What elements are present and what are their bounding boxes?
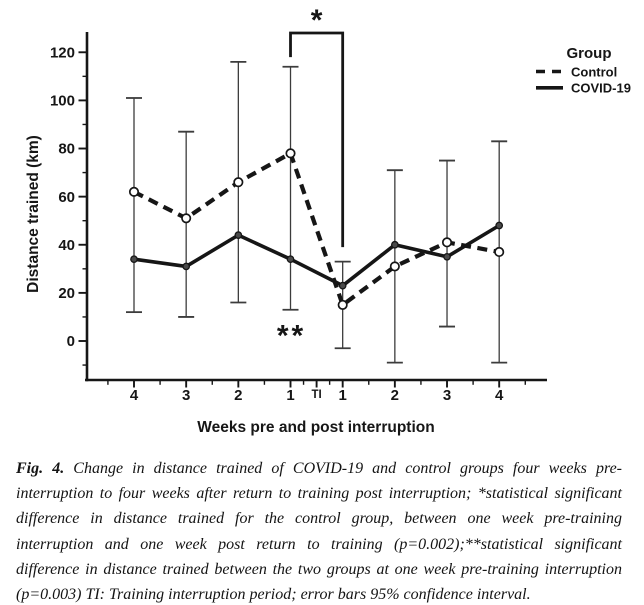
x-axis-tick-label: 1 xyxy=(338,387,347,404)
data-point-marker-covid-19 xyxy=(444,254,450,260)
significance-double-star: ** xyxy=(276,319,307,353)
data-point-marker-control xyxy=(443,238,451,246)
data-point-marker-covid-19 xyxy=(496,222,502,228)
data-point-marker-control xyxy=(286,149,294,157)
legend-entry-label: COVID-19 xyxy=(571,80,631,96)
x-axis-title: Weeks pre and post interruption xyxy=(197,419,435,436)
y-axis-tick-label: 40 xyxy=(58,236,75,254)
x-axis-tick-label: 2 xyxy=(390,387,400,404)
y-axis-title: Distance trained (km) xyxy=(25,135,42,293)
x-axis-tick-label: 4 xyxy=(495,387,504,404)
data-point-marker-control xyxy=(338,301,346,309)
y-axis-tick-label: 20 xyxy=(58,285,75,303)
data-point-marker-covid-19 xyxy=(392,242,398,248)
data-point-marker-control xyxy=(391,262,399,270)
y-axis-tick-label: 60 xyxy=(58,188,75,206)
data-point-marker-covid-19 xyxy=(287,256,293,262)
x-axis-tick-label: 2 xyxy=(234,387,243,404)
x-axis-tick-label: 1 xyxy=(286,387,295,404)
legend-entry-label: Control xyxy=(571,64,618,80)
series-line-control xyxy=(134,153,499,305)
y-axis-tick-label: 80 xyxy=(58,140,75,158)
legend-title: Group xyxy=(566,45,612,62)
data-point-marker-covid-19 xyxy=(235,232,241,238)
figure-label: Fig. 4. xyxy=(16,460,65,477)
x-axis-tick-label: 4 xyxy=(129,387,139,404)
y-axis-tick-label: 0 xyxy=(66,333,75,351)
y-axis-tick-label: 100 xyxy=(49,92,75,110)
figure-caption xyxy=(16,456,622,605)
data-point-marker-control xyxy=(182,214,190,222)
data-point-marker-covid-19 xyxy=(339,282,345,288)
data-point-marker-control xyxy=(495,248,503,256)
x-axis-tick-label: 3 xyxy=(181,387,191,404)
y-axis-tick-label: 120 xyxy=(49,44,75,62)
data-point-marker-covid-19 xyxy=(183,263,189,269)
x-axis-tick-label: 3 xyxy=(442,387,452,404)
significance-bracket xyxy=(291,33,343,247)
significance-star: * xyxy=(310,4,323,38)
caption-text: Change in distance trained of COVID-19 and control groups four weeks pre-interruption to four weeks after return to training post interruption; *statistical significant difference in distance trained for the control group, between one week pre-training interruption and one week post return to training (p=0.002);**statistical significant difference in distance trained between the two groups at one week pre-training interruption (p=0.003) TI: Training interruption period; error bars 95% confidence interval. xyxy=(16,460,623,604)
data-point-marker-covid-19 xyxy=(131,256,137,262)
data-point-marker-control xyxy=(130,188,138,196)
data-point-marker-control xyxy=(234,178,242,186)
x-axis-tick-label: TI xyxy=(311,389,322,401)
